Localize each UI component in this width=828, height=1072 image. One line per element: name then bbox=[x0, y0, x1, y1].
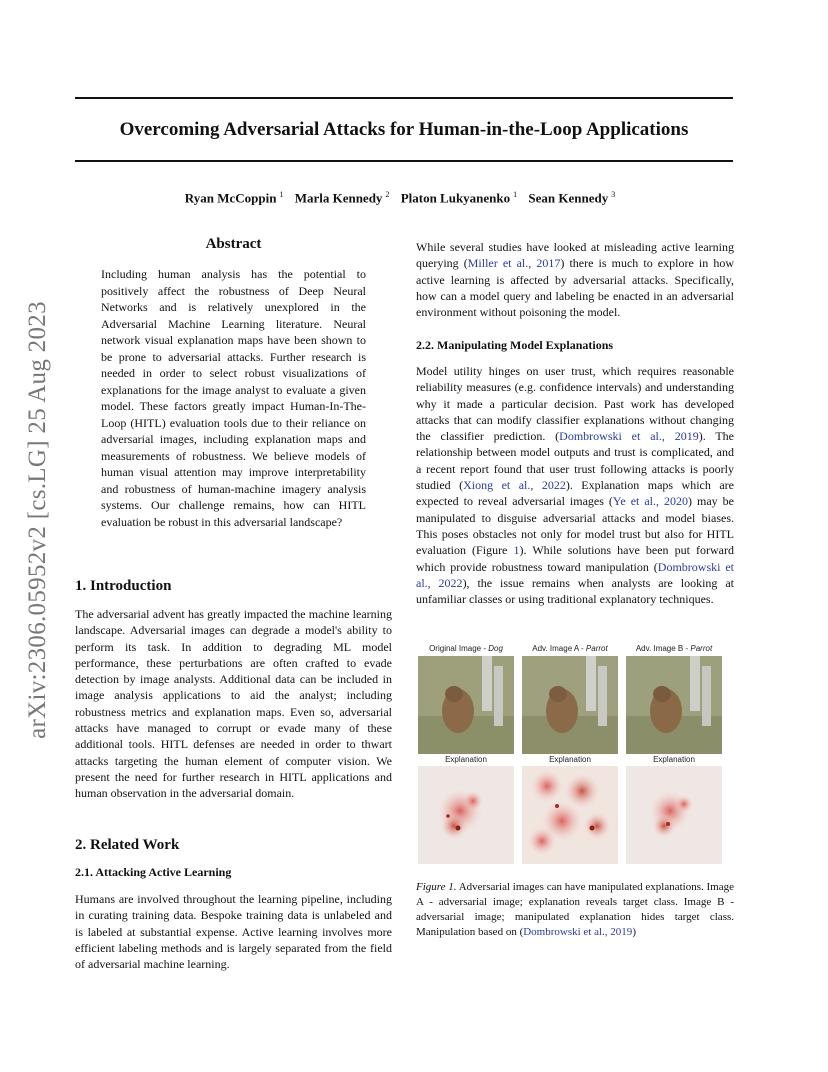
dog-photo-adv-b bbox=[626, 656, 722, 754]
subsection-explanations-heading: 2.2. Manipulating Model Explanations bbox=[416, 338, 614, 352]
explanation-heatmap-adv-a bbox=[522, 766, 618, 864]
figure-1-caption: Figure 1. Adversarial images can have manipulated explanations. Image A - adversarial image; explanation reveals target class. Image B - adversarial image; manipulated explanation hides target class. Manipulation based on (Dombrowski et al., 2019) bbox=[416, 881, 734, 938]
title-rule bbox=[75, 160, 733, 162]
author-affiliation: 1 bbox=[513, 190, 518, 199]
section-related-work-heading: 2. Related Work bbox=[75, 837, 180, 853]
explanation-label: Explanation bbox=[653, 755, 695, 764]
author-affiliation: 1 bbox=[279, 190, 284, 199]
paper-title: Overcoming Adversarial Attacks for Human-in-the-Loop Applications bbox=[119, 119, 689, 140]
figure-label-original: Original Image - Dog bbox=[429, 644, 503, 653]
dog-photo-adv-a bbox=[522, 656, 618, 754]
author-name: Ryan McCoppin bbox=[184, 190, 277, 206]
author-name: Marla Kennedy bbox=[294, 190, 383, 206]
author-list bbox=[75, 190, 733, 206]
explanation-label: Explanation bbox=[445, 755, 487, 764]
active-learning-continued: While several studies have looked at misleading active learning querying (Miller et al., 2017) there is much to explore in how active learning is affected by adversarial attacks. Specifically, how can a model query and labeling be enacted in an adversarial environment without poisoning the model. bbox=[416, 240, 734, 320]
figure-1 bbox=[418, 642, 724, 864]
abstract-heading: Abstract bbox=[205, 236, 262, 252]
explanation-heatmap-adv-b bbox=[626, 766, 722, 864]
active-learning-text: Humans are involved throughout the learning pipeline, including in curating training data. Bespoke training data is unlabeled and is labeled at substantial expense. Active learning involves more efficient labeling methods and is largely separated from the field of adversarial machine learning. bbox=[75, 892, 392, 972]
author-affiliation: 3 bbox=[611, 190, 616, 199]
citation-link[interactable]: Ye et al., 2020 bbox=[612, 494, 689, 509]
section-introduction-heading: 1. Introduction bbox=[75, 578, 172, 594]
arxiv-identifier: arXiv:2306.05952v2 [cs.LG] 25 Aug 2023 bbox=[24, 301, 51, 739]
explanation-heatmap-original bbox=[418, 766, 514, 864]
abstract-text: Including human analysis has the potential to positively affect the robustness of Deep Neural Networks and is relatively unexplored in the Adversarial Machine Learning literature. Neural network visual explanation maps have been shown to be prone to adversarial attacks. Further research is needed in order to select robust visualizations of explanations for the image analyst to evaluate a given model. These factors greatly impact Human-In-The-Loop (HITL) evaluation tools due to their reliance on adversarial images, including explanation maps and measurements of robustness. We believe models of human visual attention may improve interpretability and robustness of human-machine imagery analysis systems. Our challenge remains, how can HITL evaluation be robust in this adversarial landscape? bbox=[101, 267, 366, 529]
figure-reference-link[interactable]: 1 bbox=[513, 543, 520, 558]
dog-photo-original bbox=[418, 656, 514, 754]
author-affiliation: 2 bbox=[385, 190, 390, 199]
explanation-label: Explanation bbox=[549, 755, 591, 764]
figure-label-adv-b: Adv. Image B - Parrot bbox=[635, 644, 713, 653]
citation-link[interactable]: Dombrowski et al., 2019 bbox=[523, 926, 633, 938]
citation-link[interactable]: Dombrowski et al., 2022 bbox=[416, 559, 735, 590]
citation-link[interactable]: Xiong et al., 2022 bbox=[463, 478, 566, 493]
citation-link[interactable]: Miller et al., 2017 bbox=[467, 256, 561, 271]
citation-link[interactable]: Dombrowski et al., 2019 bbox=[559, 429, 699, 444]
subsection-active-learning-heading: 2.1. Attacking Active Learning bbox=[75, 865, 232, 879]
figure-label-adv-a: Adv. Image A - Parrot bbox=[532, 644, 608, 653]
introduction-text: The adversarial advent has greatly impacted the machine learning landscape. Adversarial images can degrade a model's ability to perform its task. In addition to degrading ML model performance, these perturbations are often crafted to evade detection by image analysts. Additional data can be included in image analysis applications to aid the analyst; including robustness metrics and explanation maps. Even so, adversarial attacks have managed to corrupt or evade many of these additional tools. HITL defenses are needed in order to thwart attacks targeting the human element of computer vision. We present the need for further research in HITL applications and human observation in the adversarial domain. bbox=[75, 607, 392, 801]
top-rule bbox=[75, 97, 733, 99]
explanations-text: Model utility hinges on user trust, which requires reasonable reliability measures (e.g. confidence intervals) and understanding why it made a particular decision. Past work has developed attacks that can modify classifier explanations without changing the classifier prediction. (Dombrowski et al., 2019). The relationship between model outputs and trust is complicated, and a recent report found that user trust following attacks is poorly studied (Xiong et al., 2022). Explanation maps which are expected to reveal adversarial images (Ye et al., 2020) may be manipulated to disguise adversarial attacks and model biases. This poses obstacles not only for model trust but also for HITL evaluation (Figure 1). While solutions have been put forward which provide robustness toward manipulation (Dombrowski et al., 2022), the issue remains when analysts are looking at unfamiliar classes or using traditional explanatory techniques. bbox=[416, 364, 735, 607]
author-name: Platon Lukyanenko bbox=[400, 190, 511, 206]
author-name: Sean Kennedy bbox=[528, 190, 609, 206]
